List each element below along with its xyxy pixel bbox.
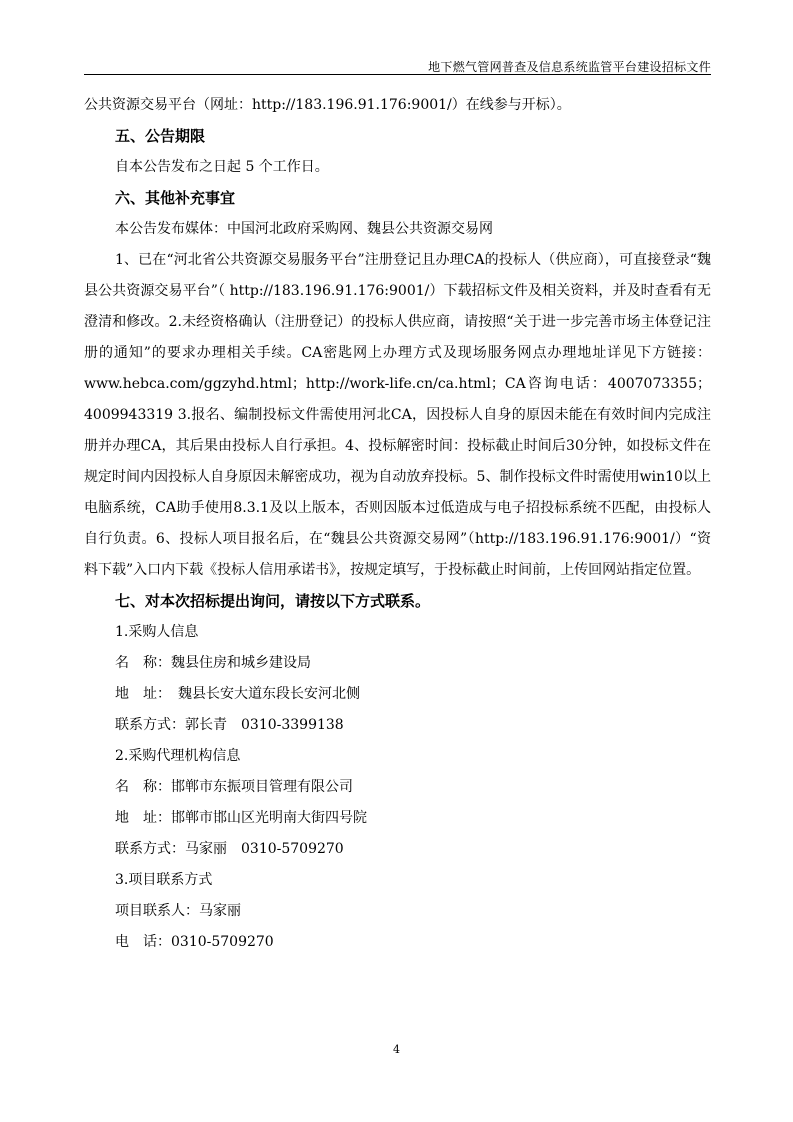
purchaser-address: 地 址： 魏县长安大道东段长安河北侧: [115, 686, 360, 702]
project-contact-person: 项目联系人：马家丽: [115, 903, 241, 919]
agency-contact: 联系方式：马家丽 0310-5709270: [115, 841, 344, 857]
purchaser-info-title: 1.采购人信息: [115, 624, 199, 640]
purchaser-name: 名 称：魏县住房和城乡建设局: [115, 655, 311, 671]
announcement-period: 自本公告发布之日起 5 个工作日。: [115, 159, 329, 175]
intro-line: 公共资源交易平台（网址：http://183.196.91.176:9001/）在线参与开标）。: [84, 97, 571, 113]
section-heading-5: 五、公告期限: [115, 127, 206, 145]
document-body: [84, 90, 711, 958]
header-divider: [84, 74, 711, 75]
project-contact-phone: 电 话：0310-5709270: [115, 934, 274, 950]
publication-media: 本公告发布媒体：中国河北政府采购网、魏县公共资源交易网: [115, 221, 493, 237]
project-contact-title: 3.项目联系方式: [115, 872, 213, 888]
running-header: 地下燃气管网普查及信息系统监管平台建设招标文件: [428, 60, 711, 74]
page-number: 4: [393, 1043, 400, 1056]
supplementary-matters: 1、已在“河北省公共资源交易服务平台”注册登记且办理CA的投标人（供应商），可直接登录“魏县公共资源交易平台”（ http://183.196.91.176:9001/）下载招标文件及相关资料，并及时查看有无澄清和修改。2.未经资格确认（注册登记）的投标人供应商，请按照“关于进一步完善市场主体登记注册的通知”的要求办理相关手续。CA密匙网上办理方式及现场服务网点办理地址详见下方链接：www.hebca.com/ggzyhd.html；http://work-life.cn/ca.html；CA咨询电话：4007073355；4009943319 3.报名、编制投标文件需使用河北CA，因投标人自身的原因未能在有效时间内完成注册并办理CA，其后果由投标人自行承担。4、投标解密时间：投标截止时间后30分钟，如投标文件在规定时间内因投标人自身原因未解密成功，视为自动放弃投标。5、制作投标文件时需使用win10以上电脑系统，CA助手使用8.3.1及以上版本，否则因版本过低造成与电子招投标系统不匹配，由投标人自行负责。6、投标人项目报名后，在“魏县公共资源交易网”（http://183.196.91.176:9001/）“资料下载”入口内下载《投标人信用承诺书》，按规定填写，于投标截止时间前，上传回网站指定位置。: [84, 252, 711, 578]
agency-address: 地 址：邯郸市邯山区光明南大街四号院: [115, 810, 367, 826]
agency-name: 名 称：邯郸市东振项目管理有限公司: [115, 779, 353, 795]
section-heading-6: 六、其他补充事宜: [115, 189, 236, 207]
section-heading-7: 七、对本次招标提出询问，请按以下方式联系。: [115, 592, 431, 610]
agency-info-title: 2.采购代理机构信息: [115, 748, 241, 764]
purchaser-contact: 联系方式：郭长青 0310-3399138: [115, 717, 344, 733]
